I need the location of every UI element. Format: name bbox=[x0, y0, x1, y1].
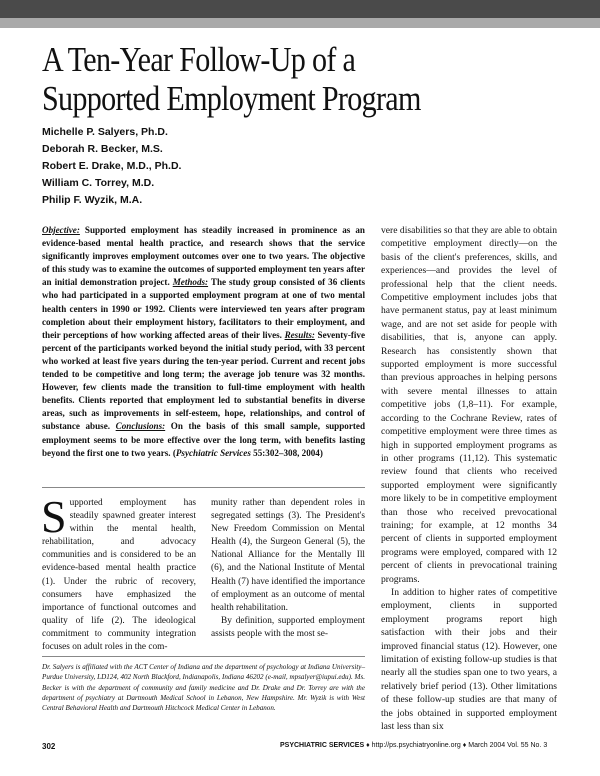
methods-text: The study group consisted of 36 clients who had participated in a supported employment program at one of two mental health centers in 1990 or 1992. Clients were interviewed ten years after program completion about their employment history, facilitators to their employment, and their perceptions of how working affected areas of their lives. bbox=[42, 277, 365, 340]
author-list bbox=[42, 124, 342, 209]
body-paragraph: vere disabilities so that they are able to obtain competitive employment directly—on the basis of the client's preferences, skills, and experiences—and provides the level of professional help that the client needs. Competitive employment includes jobs that have permanent status, pay at least minimum wage, and are not set aside for people with disabilities, that is, anyone can apply. Research has consistently shown that supported employment is more successful than previous approaches in helping persons with severe mental illnesses to attain competitive jobs (1,8–11). For example, according to the Cochrane Review, rates of competitive employment were three times as high in supported employment programs as in other programs (11,12). This systematic review found that clients who received supported employment were significantly more likely to be in competitive employment than those who received prevocational training; for example, at 12 months 34 percent of clients in supported employment programs were employed, compared with 12 percent of clients in prevocational training programs. bbox=[381, 225, 557, 585]
issue-info: March 2004 Vol. 55 No. 3 bbox=[468, 742, 548, 749]
conclusions-label: Conclusions: bbox=[115, 421, 166, 432]
objective-text: Supported employment has steadily increased in prominence as an evidence-based mental health practice, and research shows that the service significantly improves employment outcomes over one to two years. The objective of this study was to examine the outcomes of supported employment ten years after an initial demonstration project. bbox=[42, 225, 365, 288]
top-banner-subbar bbox=[0, 18, 600, 28]
citation-journal: Psychiatric Services bbox=[175, 447, 251, 458]
author: Michelle P. Salyers, Ph.D. bbox=[42, 126, 168, 138]
objective-label: Objective: bbox=[42, 225, 80, 235]
conclusions-text: On the basis of this small sample, supported employment seems to be more effective over the long term, with benefits lasting beyond the first one to two years. ( bbox=[42, 421, 365, 458]
journal-info bbox=[280, 742, 547, 749]
separator-icon: ♦ bbox=[462, 742, 467, 749]
body-column-2 bbox=[211, 497, 365, 641]
author-affiliation-footnote: Dr. Salyers is affiliated with the ACT Center of Indiana and the department of psychology at Indiana University–Purdue University, LD124, 402 North Blackford, Indianapolis, Indiana 46202 (e-mail, mpsalyer@iupui.edu). Ms. Becker is with the department of community and family medicine and Dr. Drake and Dr. Torrey are with the department of psychiatry at Dartmouth Medical School in Lebanon, New Hampshire. Mr. Wyzik is with West Central Behavioral Health and Dartmouth Hitchcock Medical Center in Lebanon. bbox=[42, 663, 365, 713]
page-number: 302 bbox=[42, 742, 56, 751]
body-column-3 bbox=[381, 224, 557, 733]
body-paragraph: munity rather than dependent roles in segregated settings (3). The President's New Freedom Commission on Mental Health (4), the Surgeon General (5), the National Alliance for the Mentally Ill (6), and the National Institute of Mental Health (7) have identified the importance of employment as an outcome of mental health rehabilitation. bbox=[211, 498, 365, 613]
article-title bbox=[42, 40, 489, 118]
page-footer bbox=[42, 742, 557, 754]
separator-icon: ♦ bbox=[366, 742, 370, 749]
body-paragraph: In addition to higher rates of competitive employment, clients in supported employment programs report high satisfaction with their jobs and their improved financial status (12). However, one limitation of existing follow-up studies is that nearly all the studies span one to two years, a relatively brief period (13). Other limitations of these follow-up studies are that many of the jobs obtained in supported employment last less than six bbox=[381, 586, 557, 733]
author: Deborah R. Becker, M.S. bbox=[42, 143, 163, 155]
title-line-2: Supported Employment Program bbox=[42, 79, 421, 118]
abstract bbox=[42, 224, 365, 460]
body-paragraph: By definition, supported employment assists people with the most se- bbox=[211, 615, 365, 639]
top-banner-bar bbox=[0, 0, 600, 18]
methods-label: Methods: bbox=[172, 277, 209, 288]
body-paragraph: upported employment has steadily spawned greater interest within the mental health, rehabilitation, and advocacy communities and is considered to be an evidence-based mental health practice (1). Under the rubric of recovery, consumers have emphasized the importance of functional outcomes and quality of life (2). The ideological commitment to community integration focuses on adult roles in the com- bbox=[42, 498, 196, 653]
journal-name: PSYCHIATRIC SERVICES bbox=[280, 742, 365, 749]
citation-ref: 55:302–308, 2004) bbox=[250, 447, 323, 458]
footnote-divider bbox=[42, 656, 365, 657]
author: Philip F. Wyzik, M.A. bbox=[42, 194, 143, 206]
abstract-divider bbox=[42, 487, 365, 488]
results-label: Results: bbox=[284, 329, 315, 340]
author: William C. Torrey, M.D. bbox=[42, 177, 155, 189]
body-column-1 bbox=[41, 491, 196, 654]
title-line-1: A Ten-Year Follow-Up of a bbox=[42, 40, 356, 79]
author: Robert E. Drake, M.D., Ph.D. bbox=[42, 160, 182, 172]
drop-cap: S bbox=[41, 491, 67, 542]
results-text: Seventy-five percent of the participants worked beyond the initial study period, with 33 percent who worked at least five years during the ten-year period. Current and recent jobs tended to be competitive and long term; the average job tenure was 32 months. However, few clients made the transition to full-time employment with health benefits. Clients reported that employment led to substantial benefits in diverse areas, such as improvements in self-esteem, hope, relationships, and control of substance abuse. bbox=[42, 329, 365, 432]
journal-url[interactable]: http://ps.psychiatryonline.org bbox=[371, 742, 461, 749]
